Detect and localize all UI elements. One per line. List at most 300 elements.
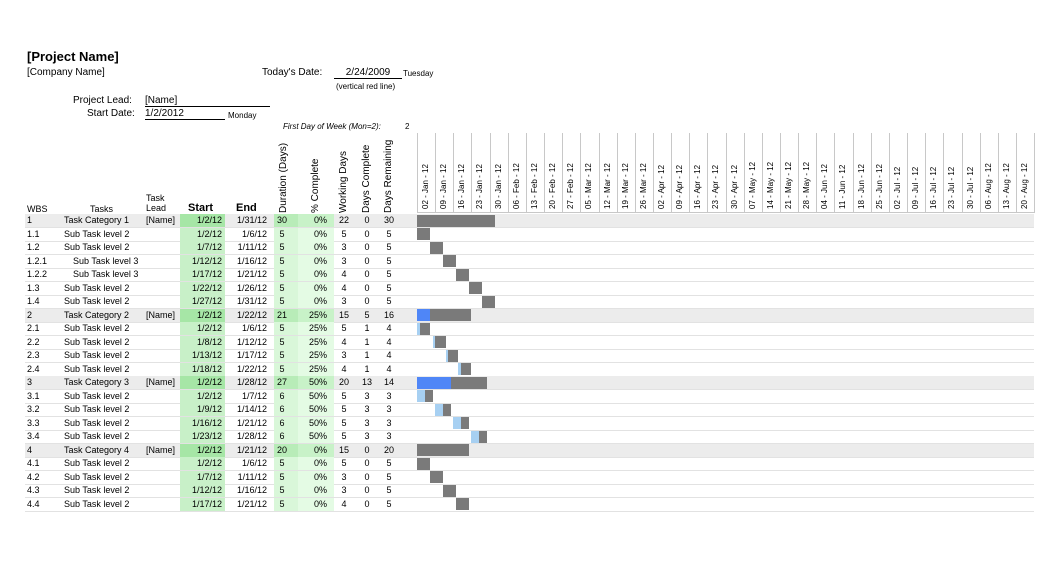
first-day-value[interactable]: 2 [405,122,410,131]
end-cell[interactable]: 1/7/12 [241,390,267,401]
end-cell[interactable]: 1/11/12 [237,242,267,252]
wbs-cell[interactable]: 1.4 [27,296,40,306]
task-name-cell[interactable]: Sub Task level 2 [64,498,130,509]
project-lead-value[interactable]: [Name] [145,95,270,107]
task-name-cell[interactable]: Sub Task level 2 [64,363,130,374]
week-label: 11 - Jun - 12 [838,164,848,209]
days-complete-cell[interactable]: 1 [364,323,370,333]
working-days-cell[interactable]: 3 [341,255,347,266]
task-row[interactable] [25,484,1034,497]
days-complete-cell[interactable]: 3 [364,404,370,414]
task-row[interactable] [25,403,1034,416]
pct-complete-cell[interactable]: 25% [308,363,327,374]
task-name-cell[interactable]: Sub Task level 2 [64,242,130,252]
days-complete-cell[interactable]: 0 [364,269,370,279]
end-cell[interactable]: 1/12/12 [236,336,267,347]
pct-complete-cell[interactable]: 25% [308,323,327,333]
working-days-cell[interactable]: 3 [341,485,347,495]
task-name-cell[interactable]: Sub Task level 2 [64,417,130,428]
start-cell[interactable]: 1/2/12 [196,458,222,468]
end-cell[interactable]: 1/26/12 [236,282,267,293]
start-cell[interactable]: 1/2/12 [196,228,222,239]
start-cell[interactable]: 1/16/12 [191,417,222,428]
start-cell[interactable]: 1/8/12 [196,336,222,347]
end-cell[interactable]: 1/14/12 [236,404,267,414]
task-category-row[interactable] [25,444,1034,457]
task-name-cell[interactable]: Sub Task level 2 [64,336,130,347]
start-cell[interactable]: 1/12/12 [191,485,222,495]
week-divider [907,133,908,213]
start-cell[interactable]: 1/18/12 [191,363,222,374]
days-remaining-cell[interactable]: 5 [386,282,392,293]
task-name-cell[interactable]: Task Category 4 [64,444,130,455]
task-lead-cell[interactable]: [Name] [146,444,176,455]
wbs-cell[interactable]: 2.3 [27,350,40,360]
task-name-cell[interactable]: Sub Task level 3 [73,255,139,266]
col-days-remaining: Days Remaining [383,139,394,213]
pct-complete-cell[interactable]: 0% [313,458,327,468]
task-row[interactable] [25,282,1034,295]
end-cell[interactable]: 1/11/12 [237,471,267,482]
task-name-cell[interactable]: Task Category 2 [64,309,130,320]
working-days-cell[interactable]: 15 [338,444,349,455]
days-complete-cell[interactable]: 0 [364,282,370,293]
task-lead-cell[interactable]: [Name] [146,309,176,320]
task-name-cell[interactable]: Sub Task level 2 [64,296,130,306]
task-lead-cell[interactable]: [Name] [146,215,176,225]
gantt-bar-remaining[interactable] [417,458,430,470]
days-complete-cell[interactable]: 3 [364,417,370,428]
wbs-cell[interactable]: 4.4 [27,498,40,509]
start-cell[interactable]: 1/9/12 [196,404,222,414]
end-cell[interactable]: 1/21/12 [236,269,267,279]
wbs-cell[interactable]: 3.2 [27,404,40,414]
days-remaining-cell[interactable]: 3 [386,390,392,401]
task-name-cell[interactable]: Sub Task level 2 [64,323,130,333]
wbs-cell[interactable]: 2.4 [27,363,40,374]
task-row[interactable] [25,363,1034,376]
start-cell[interactable]: 1/2/12 [196,444,222,455]
days-complete-cell[interactable]: 0 [364,444,370,455]
days-remaining-cell[interactable]: 5 [386,498,392,509]
task-lead-cell[interactable]: [Name] [146,377,176,387]
days-remaining-cell[interactable]: 5 [386,296,392,306]
pct-complete-cell[interactable]: 0% [313,228,327,239]
week-header-divider [417,212,1034,213]
wbs-cell[interactable]: 2.1 [27,323,40,333]
week-label: 06 - Aug - 12 [983,163,993,209]
duration-cell[interactable]: 30 [276,215,287,225]
week-label: 26 - Mar - 12 [638,163,648,209]
wbs-cell[interactable]: 3.3 [27,417,40,428]
days-remaining-cell[interactable]: 5 [386,228,392,239]
days-complete-cell[interactable]: 0 [364,296,370,306]
days-remaining-cell[interactable]: 4 [386,363,392,374]
wbs-cell[interactable]: 1.2.2 [27,269,48,279]
gantt-bar-remaining[interactable] [443,255,456,267]
days-remaining-cell[interactable]: 30 [383,215,394,225]
pct-complete-cell[interactable]: 25% [308,309,327,320]
todays-date-value[interactable]: 2/24/2009 [334,67,402,79]
duration-cell[interactable]: 5 [279,255,285,266]
start-cell[interactable]: 1/2/12 [196,323,222,333]
end-cell[interactable]: 1/6/12 [241,228,267,239]
col-wbs: WBS [27,204,48,214]
task-name-cell[interactable]: Sub Task level 2 [64,282,130,293]
pct-complete-cell[interactable]: 0% [313,215,327,225]
days-complete-cell[interactable]: 0 [364,485,370,495]
working-days-cell[interactable]: 3 [341,471,347,482]
wbs-cell[interactable]: 1.3 [27,282,40,293]
working-days-cell[interactable]: 3 [341,242,347,252]
gantt-bar-remaining[interactable] [479,431,487,443]
task-row[interactable] [25,498,1034,511]
col-pct-complete: % Complete [310,158,321,213]
days-remaining-cell[interactable]: 4 [386,350,392,360]
pct-complete-cell[interactable]: 0% [313,471,327,482]
end-cell[interactable]: 1/22/12 [236,309,267,320]
week-label: 28 - May - 12 [802,161,812,209]
task-row[interactable] [25,241,1034,254]
days-remaining-cell[interactable]: 16 [383,309,394,320]
task-name-cell[interactable]: Sub Task level 2 [64,458,130,468]
week-divider [834,133,835,213]
days-remaining-cell[interactable]: 3 [386,431,392,441]
duration-cell[interactable]: 5 [279,458,285,468]
col-duration: Duration (Days) [278,142,289,213]
working-days-cell[interactable]: 3 [341,350,347,360]
week-divider [526,133,527,213]
todays-day: Tuesday [403,69,434,78]
end-cell[interactable]: 1/31/12 [236,215,267,225]
wbs-cell[interactable]: 1.2.1 [27,255,48,266]
working-days-cell[interactable]: 5 [341,417,347,428]
days-remaining-cell[interactable]: 5 [386,458,392,468]
start-cell[interactable]: 1/13/12 [191,350,222,360]
gantt-bar-remaining[interactable] [420,323,430,335]
task-row[interactable] [25,390,1034,403]
gantt-bar-remaining[interactable] [451,377,487,389]
days-remaining-cell[interactable]: 5 [386,269,392,279]
week-divider [544,133,545,213]
days-remaining-cell[interactable]: 14 [383,377,394,387]
wbs-cell[interactable]: 2.2 [27,336,40,347]
start-cell[interactable]: 1/17/12 [191,498,222,509]
gantt-bar-complete[interactable] [471,431,479,443]
end-cell[interactable]: 1/16/12 [236,485,267,495]
duration-cell[interactable]: 5 [279,471,285,482]
days-remaining-cell[interactable]: 5 [386,255,392,266]
days-remaining-cell[interactable]: 5 [386,485,392,495]
task-row[interactable] [25,228,1034,241]
task-name-cell[interactable]: Sub Task level 3 [73,269,139,279]
task-name-cell[interactable]: Sub Task level 2 [64,431,130,441]
wbs-cell[interactable]: 3.4 [27,431,40,441]
gantt-bar-remaining[interactable] [443,404,451,416]
gantt-bar-remaining[interactable] [430,242,443,254]
gantt-bar-remaining[interactable] [461,417,469,429]
pct-complete-cell[interactable]: 50% [308,431,327,441]
days-complete-cell[interactable]: 3 [364,431,370,441]
wbs-cell[interactable]: 1.2 [27,242,40,252]
start-cell[interactable]: 1/12/12 [191,255,222,266]
gantt-bar-complete[interactable] [417,390,425,402]
gantt-bar-remaining[interactable] [448,350,458,362]
days-complete-cell[interactable]: 1 [364,363,370,374]
end-cell[interactable]: 1/6/12 [241,323,267,333]
task-name-cell[interactable]: Task Category 3 [64,377,130,387]
task-row[interactable] [25,457,1034,470]
week-divider [889,133,890,213]
wbs-cell[interactable]: 3.1 [27,390,40,401]
days-complete-cell[interactable]: 0 [364,255,370,266]
week-divider [635,133,636,213]
task-row[interactable] [25,255,1034,268]
week-divider [508,133,509,213]
pct-complete-cell[interactable]: 25% [308,350,327,360]
wbs-cell[interactable]: 2 [27,309,33,320]
gantt-bar-complete[interactable] [417,309,430,321]
duration-cell[interactable]: 5 [279,296,285,306]
week-divider [417,133,418,213]
task-name-cell[interactable]: Sub Task level 2 [64,390,130,401]
pct-complete-cell[interactable]: 0% [313,282,327,293]
task-row[interactable] [25,430,1034,443]
wbs-cell[interactable]: 4.2 [27,471,40,482]
end-cell[interactable]: 1/28/12 [236,431,267,441]
week-divider [562,133,563,213]
gantt-bar-remaining[interactable] [469,282,482,294]
end-cell[interactable]: 1/16/12 [236,255,267,266]
working-days-cell[interactable]: 5 [341,404,347,414]
duration-cell[interactable]: 6 [279,417,285,428]
pct-complete-cell[interactable]: 0% [313,296,327,306]
project-name[interactable]: [Project Name] [27,49,119,64]
end-cell[interactable]: 1/17/12 [236,350,267,360]
start-cell[interactable]: 1/22/12 [191,282,222,293]
end-cell[interactable]: 1/21/12 [236,417,267,428]
duration-cell[interactable]: 6 [279,431,285,441]
week-label: 13 - Feb - 12 [529,163,539,209]
week-divider [726,133,727,213]
duration-cell[interactable]: 5 [279,350,285,360]
days-remaining-cell[interactable]: 4 [386,323,392,333]
duration-cell[interactable]: 5 [279,242,285,252]
wbs-cell[interactable]: 1 [27,215,33,225]
week-label: 16 - Apr - 12 [693,164,703,209]
task-row[interactable] [25,295,1034,308]
duration-cell[interactable]: 5 [279,269,285,279]
pct-complete-cell[interactable]: 50% [308,417,327,428]
duration-cell[interactable]: 5 [279,485,285,495]
wbs-cell[interactable]: 4.1 [27,458,40,468]
working-days-cell[interactable]: 4 [341,498,347,509]
start-day: Monday [228,111,257,120]
week-label: 30 - Apr - 12 [729,164,739,209]
days-remaining-cell[interactable]: 4 [386,336,392,347]
week-divider [871,133,872,213]
working-days-cell[interactable]: 4 [341,269,347,279]
wbs-cell[interactable]: 4.3 [27,485,40,495]
week-divider [798,133,799,213]
week-label: 13 - Aug - 12 [1001,163,1011,209]
duration-cell[interactable]: 5 [279,363,285,374]
start-cell[interactable]: 1/7/12 [196,471,222,482]
task-name-cell[interactable]: Sub Task level 2 [64,471,130,482]
days-complete-cell[interactable]: 1 [364,350,370,360]
task-category-row[interactable] [25,309,1034,322]
working-days-cell[interactable]: 3 [341,296,347,306]
task-row[interactable] [25,349,1034,362]
week-label: 20 - Feb - 12 [548,163,558,209]
wbs-cell[interactable]: 3 [27,377,33,387]
working-days-cell[interactable]: 22 [338,215,349,225]
end-cell[interactable]: 1/21/12 [236,444,267,455]
days-complete-cell[interactable]: 1 [364,336,370,347]
end-cell[interactable]: 1/31/12 [236,296,267,306]
days-complete-cell[interactable]: 0 [364,458,370,468]
working-days-cell[interactable]: 4 [341,282,347,293]
days-complete-cell[interactable]: 0 [364,242,370,252]
gantt-bar-remaining[interactable] [430,309,471,321]
gantt-bar-remaining[interactable] [417,215,495,227]
duration-cell[interactable]: 6 [279,390,285,401]
start-cell[interactable]: 1/17/12 [191,269,222,279]
days-complete-cell[interactable]: 0 [364,498,370,509]
task-category-row[interactable] [25,376,1034,389]
week-label: 09 - Apr - 12 [675,164,685,209]
start-cell[interactable]: 1/23/12 [191,431,222,441]
task-name-cell[interactable]: Sub Task level 2 [64,228,130,239]
gantt-bar-complete[interactable] [435,404,443,416]
working-days-cell[interactable]: 15 [338,309,349,320]
week-divider [490,133,491,213]
week-divider [599,133,600,213]
start-cell[interactable]: 1/2/12 [196,377,222,387]
gantt-bar-remaining[interactable] [456,269,469,281]
task-name-cell[interactable]: Sub Task level 2 [64,350,130,360]
working-days-cell[interactable]: 5 [341,431,347,441]
pct-complete-cell[interactable]: 0% [313,242,327,252]
week-divider [998,133,999,213]
start-date-label: Start Date: [87,108,135,119]
pct-complete-cell[interactable]: 50% [308,390,327,401]
days-complete-cell[interactable]: 0 [364,471,370,482]
week-label: 12 - Mar - 12 [602,163,612,209]
week-divider [707,133,708,213]
duration-cell[interactable]: 20 [276,444,287,455]
gantt-bar-complete[interactable] [417,377,451,389]
gantt-bar-remaining[interactable] [461,363,471,375]
working-days-cell[interactable]: 4 [341,363,347,374]
wbs-cell[interactable]: 1.1 [27,228,40,239]
task-category-row[interactable] [25,214,1034,227]
pct-complete-cell[interactable]: 0% [313,269,327,279]
start-cell[interactable]: 1/2/12 [196,215,222,225]
days-complete-cell[interactable]: 0 [364,215,370,225]
pct-complete-cell[interactable]: 0% [313,255,327,266]
gantt-bar-remaining[interactable] [482,296,495,308]
pct-complete-cell[interactable]: 50% [308,404,327,414]
end-cell[interactable]: 1/22/12 [236,363,267,374]
gantt-bar-remaining[interactable] [417,444,469,456]
days-remaining-cell[interactable]: 3 [386,417,392,428]
pct-complete-cell[interactable]: 50% [308,377,327,387]
start-cell[interactable]: 1/2/12 [196,390,222,401]
pct-complete-cell[interactable]: 0% [313,444,327,455]
duration-cell[interactable]: 27 [276,377,287,387]
days-remaining-cell[interactable]: 20 [383,444,394,455]
task-name-cell[interactable]: Sub Task level 2 [64,485,130,495]
start-cell[interactable]: 1/7/12 [196,242,222,252]
duration-cell[interactable]: 6 [279,404,285,414]
duration-cell[interactable]: 21 [276,309,287,320]
working-days-cell[interactable]: 5 [341,323,347,333]
duration-cell[interactable]: 5 [279,228,285,239]
days-remaining-cell[interactable]: 5 [386,242,392,252]
week-label: 02 - Jan - 12 [421,164,430,209]
pct-complete-cell[interactable]: 0% [313,485,327,495]
duration-cell[interactable]: 5 [279,282,285,293]
gantt-bar-remaining[interactable] [417,228,430,240]
days-complete-cell[interactable]: 0 [364,228,370,239]
wbs-cell[interactable]: 4 [27,444,33,455]
days-remaining-cell[interactable]: 3 [386,404,392,414]
start-cell[interactable]: 1/2/12 [196,309,222,320]
duration-cell[interactable]: 5 [279,323,285,333]
days-complete-cell[interactable]: 3 [364,390,370,401]
gantt-bar-remaining[interactable] [456,498,469,510]
end-cell[interactable]: 1/28/12 [236,377,267,387]
week-divider [453,133,454,213]
days-remaining-cell[interactable]: 5 [386,471,392,482]
gantt-bar-complete[interactable] [453,417,461,429]
task-row[interactable] [25,471,1034,484]
gantt-bar-remaining[interactable] [425,390,433,402]
working-days-cell[interactable]: 5 [341,228,347,239]
week-divider [943,133,944,213]
start-date-value[interactable]: 1/2/2012 [145,108,225,120]
company-name[interactable]: [Company Name] [27,67,105,78]
working-days-cell[interactable]: 20 [338,377,349,387]
days-complete-cell[interactable]: 13 [361,377,372,387]
col-tasks: Tasks [90,204,114,214]
week-divider [580,133,581,213]
days-complete-cell[interactable]: 5 [364,309,370,320]
task-row[interactable] [25,268,1034,281]
task-row[interactable] [25,417,1034,430]
task-row[interactable] [25,322,1034,335]
duration-cell[interactable]: 5 [279,498,285,509]
duration-cell[interactable]: 5 [279,336,285,347]
task-name-cell[interactable]: Sub Task level 2 [64,404,130,414]
task-row[interactable] [25,336,1034,349]
gantt-bar-remaining[interactable] [430,471,443,483]
working-days-cell[interactable]: 4 [341,336,347,347]
gantt-bar-remaining[interactable] [435,336,445,348]
start-cell[interactable]: 1/27/12 [191,296,222,306]
gantt-bar-remaining[interactable] [443,485,456,497]
pct-complete-cell[interactable]: 25% [308,336,327,347]
task-name-cell[interactable]: Task Category 1 [64,215,130,225]
pct-complete-cell[interactable]: 0% [313,498,327,509]
week-label: 06 - Feb - 12 [511,163,521,209]
end-cell[interactable]: 1/6/12 [241,458,267,468]
working-days-cell[interactable]: 5 [341,458,347,468]
first-day-label: First Day of Week (Mon=2): [283,122,381,131]
end-cell[interactable]: 1/21/12 [236,498,267,509]
working-days-cell[interactable]: 5 [341,390,347,401]
